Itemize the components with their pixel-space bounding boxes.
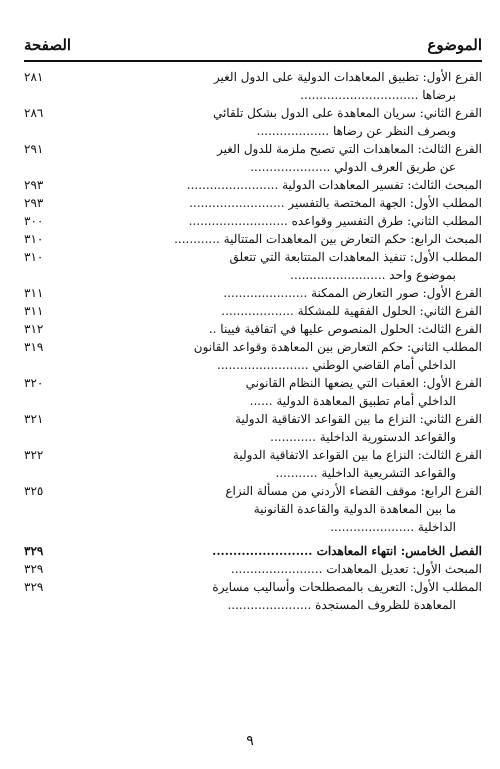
toc-entry-line: الفرع الأول: العقبات التي يضعها النظام القانوني bbox=[245, 376, 482, 390]
toc-entry-line: المبحث الرابع: حكم التعارض بين المعاهدات المتتالية ............ bbox=[174, 232, 482, 246]
toc-entry bbox=[24, 302, 482, 320]
toc-entry bbox=[24, 320, 482, 338]
toc-entry bbox=[24, 560, 482, 578]
toc-entry-page: ٣٢٥ bbox=[24, 484, 44, 498]
toc-entry-page: ٣٢٩ bbox=[24, 580, 44, 594]
toc-entry-page: ٢٩١ bbox=[24, 142, 44, 156]
toc-entry-line: المطلب الثاني: طرق التفسير وقواعده .......................... bbox=[188, 214, 482, 228]
toc-entry-line: برضاها ............................... bbox=[300, 88, 456, 102]
toc-entry-line: المعاهدة للظروف المستجدة ...................... bbox=[227, 598, 456, 612]
toc-entry-line: الفرع الأول: تطبيق المعاهدات الدولية على الدول الغير bbox=[213, 70, 482, 84]
toc-entry bbox=[24, 248, 482, 284]
toc-entry-line: الفرع الثالث: النزاع ما بين القواعد الاتفاقية الدولية bbox=[232, 448, 482, 462]
toc-entry bbox=[24, 104, 482, 140]
toc-entry-page: ٣١٢ bbox=[24, 322, 44, 336]
toc-entry-line: عن طريق العرف الدولي ..................... bbox=[250, 160, 456, 174]
toc-entry-page: ٣٠٠ bbox=[24, 214, 44, 228]
toc-entry-line: بموضوع واحد ......................... bbox=[290, 268, 456, 282]
toc-entry-line: والقواعد التشريعية الداخلية ........... bbox=[275, 466, 456, 480]
page-number: ٩ bbox=[246, 733, 254, 749]
toc-entry-page: ٣١٠ bbox=[24, 232, 44, 246]
toc-header bbox=[24, 30, 482, 54]
toc-entry-line: المطلب الثاني: حكم التعارض بين المعاهدة وقواعد القانون bbox=[193, 340, 482, 354]
toc-entry-line: ما بين المعاهدة الدولية والقاعدة القانونية bbox=[253, 502, 456, 516]
toc-entry-page: ٣٢١ bbox=[24, 412, 44, 426]
toc-entry-line: المبحث الثالث: تفسير المعاهدات الدولية ........................ bbox=[186, 178, 482, 192]
toc-entry-line: الفرع الثالث: الحلول المنصوص عليها في اتفاقية فيينا .. bbox=[208, 322, 482, 336]
toc-entry bbox=[24, 578, 482, 614]
toc-entry-line: المطلب الأول: الجهة المختصة بالتفسير ......................... bbox=[189, 196, 482, 210]
header-divider bbox=[24, 60, 482, 62]
toc-entry-page: ٣٢٠ bbox=[24, 376, 44, 390]
toc-entry-page: ٢٨١ bbox=[24, 70, 44, 84]
toc-entry bbox=[24, 176, 482, 194]
toc-entry-page: ٢٩٣ bbox=[24, 196, 44, 210]
toc-entry bbox=[24, 68, 482, 104]
toc-entry bbox=[24, 410, 482, 446]
toc-entry-line: الفرع الثاني: سريان المعاهدة على الدول بشكل تلقائي bbox=[212, 106, 482, 120]
page-column-label: الصفحة bbox=[24, 36, 72, 54]
toc-entry bbox=[24, 230, 482, 248]
toc-entry-line: والقواعد الدستورية الداخلية ............ bbox=[270, 430, 456, 444]
toc-entry-line: الفرع الثاني: الحلول الفقهية للمشكلة ................... bbox=[221, 304, 482, 318]
toc-entry-line: المطلب الأول: التعريف بالمصطلحات وأساليب مسايرة bbox=[212, 580, 482, 594]
toc-list bbox=[24, 68, 482, 614]
toc-entry bbox=[24, 284, 482, 302]
toc-entry-line: الفرع الأول: صور التعارض الممكنة ...................... bbox=[223, 286, 482, 300]
toc-entry bbox=[24, 212, 482, 230]
toc-entry bbox=[24, 374, 482, 410]
toc-entry-line: الداخلي أمام تطبيق المعاهدة الدولية ...... bbox=[249, 394, 456, 408]
toc-entry-line: وبصرف النظر عن رضاها ................... bbox=[256, 124, 456, 138]
topic-column-label: الموضوع bbox=[427, 36, 482, 54]
toc-entry-line: الفرع الثالث: المعاهدات التي تصبح ملزمة للدول الغير bbox=[217, 142, 482, 156]
toc-entry-page: ٣١٩ bbox=[24, 340, 44, 354]
toc-entry bbox=[24, 194, 482, 212]
toc-entry-line: المطلب الأول: تنفيذ المعاهدات المتتابعة التي تتعلق bbox=[229, 250, 482, 264]
toc-entry-line: الفصل الخامس: انتهاء المعاهدات ........................ bbox=[212, 544, 482, 558]
toc-entry-line: الداخلية ...................... bbox=[330, 520, 456, 534]
toc-entry bbox=[24, 446, 482, 482]
toc-entry bbox=[24, 482, 482, 536]
toc-entry-page: ٣٢٩ bbox=[24, 562, 44, 576]
toc-entry bbox=[24, 542, 482, 560]
toc-entry-line: المبحث الأول: تعديل المعاهدات ........................ bbox=[230, 562, 482, 576]
toc-entry bbox=[24, 338, 482, 374]
toc-entry-page: ٣١٠ bbox=[24, 250, 44, 264]
toc-entry-page: ٢٨٦ bbox=[24, 106, 44, 120]
toc-entry-page: ٣١١ bbox=[24, 286, 44, 300]
toc-entry-line: الفرع الثاني: النزاع ما بين القواعد الاتفاقية الدولية bbox=[235, 412, 482, 426]
toc-entry-line: الداخلي أمام القاضي الوطني ........................ bbox=[217, 358, 456, 372]
toc-entry-line: الفرع الرابع: موقف القضاء الأردني من مسألة النزاع bbox=[225, 484, 482, 498]
toc-entry-page: ٢٩٣ bbox=[24, 178, 44, 192]
toc-entry-page: ٣١١ bbox=[24, 304, 44, 318]
toc-entry bbox=[24, 140, 482, 176]
toc-entry-page: ٣٢٩ bbox=[24, 544, 44, 558]
toc-entry-page: ٣٢٢ bbox=[24, 448, 44, 462]
